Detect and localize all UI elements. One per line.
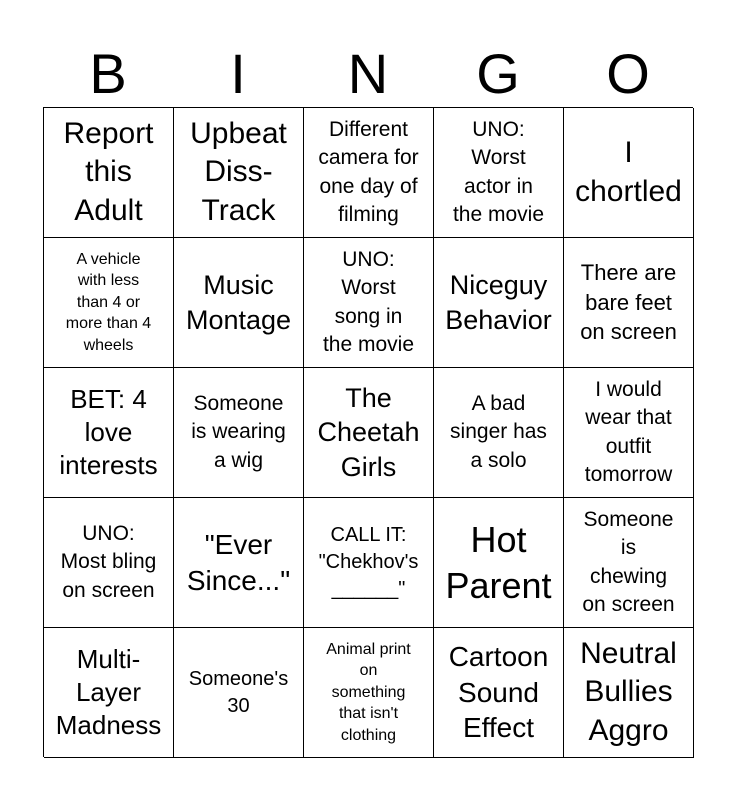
bingo-cell[interactable] bbox=[174, 628, 304, 758]
bingo-cell-text: I chortled bbox=[575, 136, 682, 208]
header-letter-o: O bbox=[606, 42, 650, 105]
bingo-header bbox=[43, 40, 693, 108]
bingo-cell-text: I would wear that outfit tomorrow bbox=[584, 377, 673, 486]
bingo-cell-text: Someone's 30 bbox=[188, 667, 289, 717]
bingo-cell-text: Report this Adult bbox=[63, 117, 154, 227]
bingo-cell-text: Multi- Layer Madness bbox=[55, 643, 162, 740]
bingo-cell[interactable] bbox=[44, 498, 174, 628]
bingo-cell-text: Hot Parent bbox=[445, 518, 552, 606]
bingo-cell[interactable] bbox=[44, 238, 174, 368]
bingo-cell[interactable] bbox=[44, 628, 174, 758]
bingo-cell-text: Upbeat Diss- Track bbox=[190, 117, 287, 227]
bingo-cell-text: UNO: Most bling on screen bbox=[60, 521, 157, 602]
bingo-cell-text: Music Montage bbox=[185, 270, 292, 335]
bingo-cell-text: Cartoon Sound Effect bbox=[448, 641, 549, 744]
bingo-cell[interactable] bbox=[564, 628, 694, 758]
bingo-cell[interactable] bbox=[174, 498, 304, 628]
bingo-cell-text: A vehicle with less than 4 or more than 4 wheels bbox=[65, 250, 152, 354]
bingo-cell[interactable] bbox=[434, 498, 564, 628]
bingo-cell[interactable] bbox=[304, 368, 434, 498]
bingo-cell[interactable] bbox=[304, 628, 434, 758]
bingo-cell-text: Someone is wearing a wig bbox=[191, 391, 286, 472]
bingo-cell[interactable] bbox=[564, 108, 694, 238]
bingo-cell-text: Different camera for one day of filming bbox=[318, 117, 419, 226]
bingo-cell-text: Animal print on something that isn't clothing bbox=[326, 640, 411, 744]
bingo-cell[interactable] bbox=[304, 498, 434, 628]
bingo-cell[interactable] bbox=[174, 108, 304, 238]
bingo-cell-text: CALL IT: "Chekhov's ______" bbox=[318, 524, 419, 600]
bingo-cell-text: BET: 4 love interests bbox=[59, 383, 158, 480]
bingo-cell[interactable] bbox=[44, 368, 174, 498]
bingo-cell-text: There are bare feet on screen bbox=[580, 259, 677, 345]
bingo-card-grid bbox=[43, 107, 693, 757]
bingo-cell-text: Niceguy Behavior bbox=[445, 270, 552, 335]
header-letter-b: B bbox=[89, 42, 127, 105]
bingo-cell[interactable] bbox=[434, 108, 564, 238]
bingo-cell[interactable] bbox=[564, 238, 694, 368]
bingo-cell[interactable] bbox=[564, 368, 694, 498]
bingo-cell-text: Someone is chewing on screen bbox=[582, 507, 675, 616]
bingo-cell-text: The Cheetah Girls bbox=[317, 383, 420, 482]
header-letter-n: N bbox=[347, 42, 389, 105]
bingo-cell[interactable] bbox=[174, 238, 304, 368]
bingo-cell-text: Neutral Bullies Aggro bbox=[580, 637, 677, 747]
bingo-cell-text: UNO: Worst actor in the movie bbox=[452, 117, 545, 226]
bingo-cell-text: UNO: Worst song in the movie bbox=[322, 247, 415, 356]
bingo-cell[interactable] bbox=[44, 108, 174, 238]
bingo-cell[interactable] bbox=[434, 238, 564, 368]
header-letter-i: I bbox=[230, 42, 246, 105]
bingo-cell-text: A bad singer has a solo bbox=[450, 391, 547, 472]
bingo-cell[interactable] bbox=[174, 368, 304, 498]
header-letter-g: G bbox=[476, 42, 520, 105]
bingo-cell[interactable] bbox=[564, 498, 694, 628]
bingo-cell-text: "Ever Since..." bbox=[186, 528, 291, 596]
bingo-cell[interactable] bbox=[304, 108, 434, 238]
bingo-cell[interactable] bbox=[434, 368, 564, 498]
bingo-cell[interactable] bbox=[434, 628, 564, 758]
bingo-cell[interactable] bbox=[304, 238, 434, 368]
